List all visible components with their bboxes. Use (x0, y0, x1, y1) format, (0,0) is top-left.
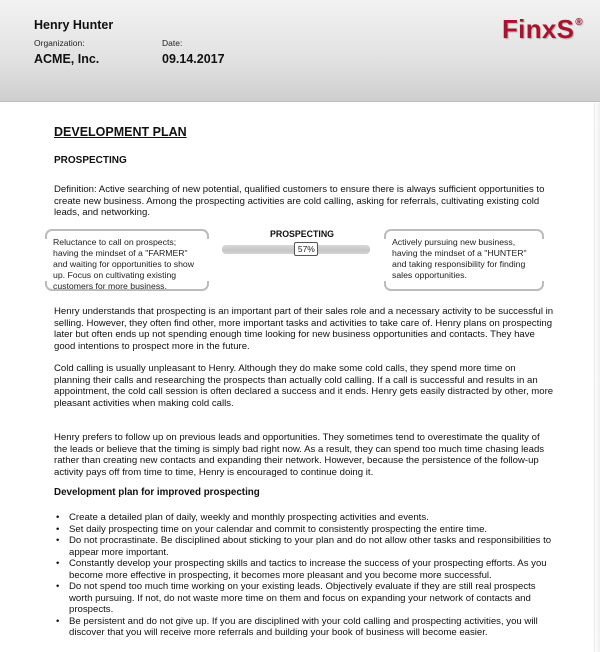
plan-item (54, 524, 554, 536)
scale-title: PROSPECTING (269, 229, 335, 239)
bullet-icon: • (56, 558, 60, 569)
farmer-description: Reluctance to call on prospects; having the mindset of a "FARMER" and waiting for opportunities to show up. Focus on cultivating existing customers for more business. (53, 237, 195, 291)
assessment-paragraph: Cold calling is usually unpleasant to Henry. Although they do make some cold calls, they spend more time on planning their calls and researching the prospects than actually cold calling. If a call is successful and results in an appointment, the cold call session is often declared a success and it ends. Henry gets easily distracted by other, more pleasant activities when making cold calls. (54, 363, 554, 409)
finxs-logo (502, 14, 583, 45)
plan-item (54, 535, 554, 558)
plan-item-text: Be persistent and do not give up. If you are disciplined with your cold calling and prospecting activities, you will discover that you will receive more referrals and building your book of business will become easier. (69, 615, 538, 638)
plan-item-text: Set daily prospecting time on your calendar and commit to consistently prospecting the entire time. (69, 523, 488, 535)
plan-item (54, 581, 554, 616)
bullet-icon: • (56, 523, 60, 535)
logo-text: FinxS (502, 14, 575, 44)
definition-paragraph: Definition: Active searching of new potential, qualified customers to ensure there is always sufficient opportunities to create new business. Among the prospecting activities are cold calling, asking for referrals, cultivating existing cold leads, and networking. (54, 184, 545, 218)
date-value: 09.14.2017 (162, 52, 225, 66)
registered-mark-icon: ® (575, 17, 583, 28)
plan-item-text: Do not procrastinate. Be disciplined about sticking to your plan and do not allow other tasks and responsibilities to appear more important. (69, 535, 552, 558)
plan-item (54, 558, 554, 581)
plan-item-text: Do not spend too much time working on your existing leads. Objectively evaluate if they are still real prospects worth pursuing. If not, do not waste more time on them and focus on expanding your network of contacts and prospects. (69, 581, 536, 615)
bullet-icon: • (56, 581, 60, 592)
assessment-paragraph: Henry prefers to follow up on previous leads and opportunities. They sometimes tend to overestimate the quality of the leads or believe that the timing is simply bad right now. As a result, they can spend too much time chasing leads rather than creating new contacts and expanding their network. However, because the persistence of the follow-up activity pays off from time to time, Henry is encouraged to continue doing it. (54, 432, 545, 478)
plan-item (54, 616, 554, 639)
bullet-icon: • (56, 512, 60, 523)
organization-value: ACME, Inc. (34, 52, 100, 66)
farmer-description-callout (45, 229, 209, 291)
plan-list (54, 512, 554, 639)
page-edge (594, 103, 600, 652)
date-label: Date: (162, 38, 183, 48)
plan-item (54, 512, 554, 524)
hunter-description: Actively pursuing new business, having the mindset of a "HUNTER" and taking responsibility for finding sales opportunities. (392, 237, 527, 280)
plan-item-text: Constantly develop your prospecting skills and tactics to increase the success of your prospecting efforts. As you become more effective in prospecting, it becomes more pleasant and you become more successful. (69, 558, 547, 581)
bullet-icon: • (56, 535, 60, 546)
scale-value-marker: 57% (294, 242, 318, 256)
assessment-paragraph: Henry understands that prospecting is an important part of their sales role and a necessary activity to be successful in selling. However, they often find other, more important tasks and activities to take care of. Henry plans on prospecting later but often ends up not spending enough time looking for new business opportunities and contacts. They have good intentions to prospect more in the future. (54, 306, 554, 352)
organization-label: Organization: (34, 38, 85, 48)
plan-item-text: Create a detailed plan of daily, weekly and monthly prospecting activities and events. (69, 512, 429, 523)
document-title: DEVELOPMENT PLAN (54, 125, 187, 139)
person-name: Henry Hunter (34, 18, 114, 32)
plan-title: Development plan for improved prospecting (54, 487, 260, 498)
bullet-icon: • (56, 615, 60, 627)
hunter-description-callout (384, 229, 544, 291)
section-title: PROSPECTING (54, 155, 127, 166)
report-header (0, 0, 600, 102)
